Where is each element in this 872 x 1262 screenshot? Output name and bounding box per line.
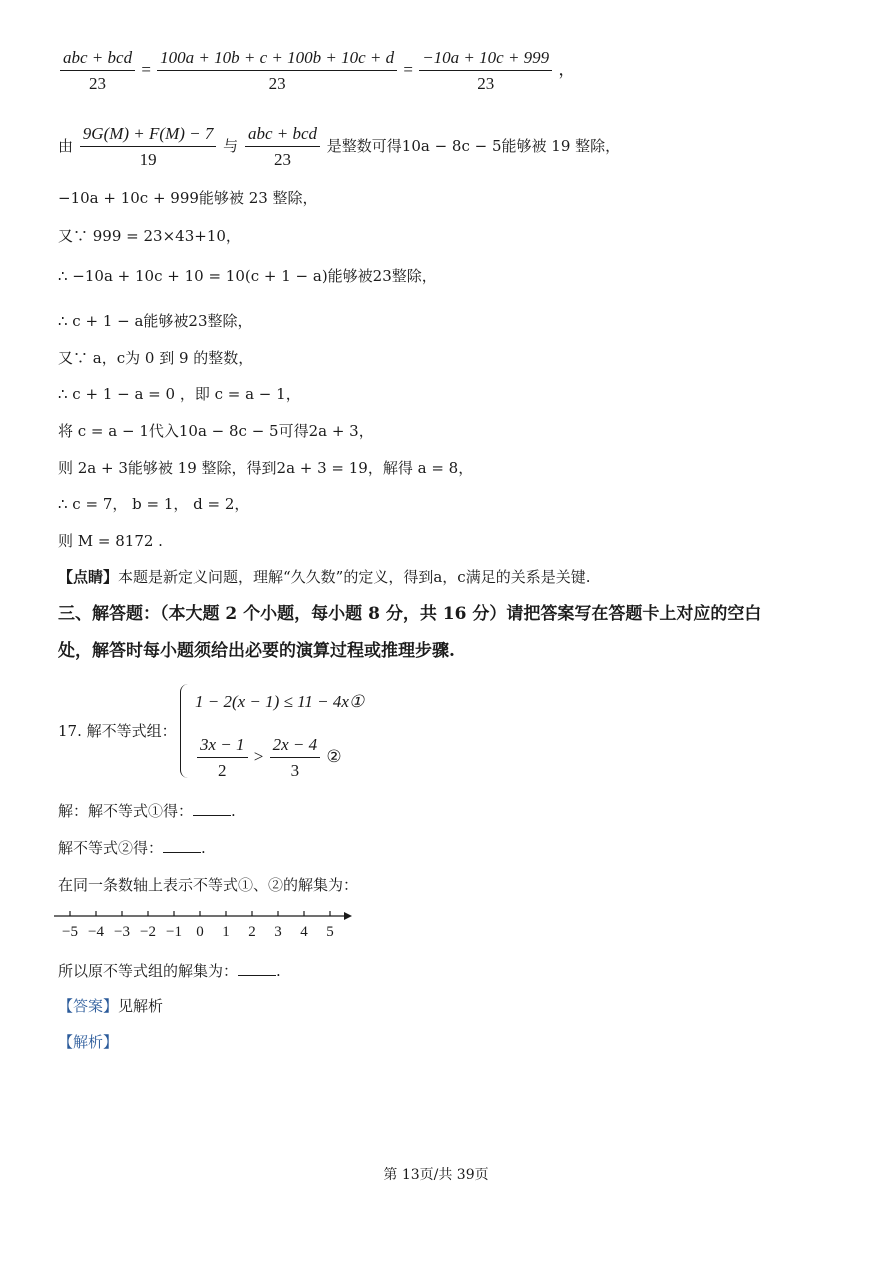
eq2-suffix: 是整数可得10a − 8c − 5能够被 19 整除，: [326, 137, 621, 155]
fraction-abc-numerator: abc + bcd: [245, 124, 320, 147]
fraction-gm-denominator: 19: [139, 150, 157, 169]
greater-than-sign: >: [253, 746, 264, 766]
axis-tick-label: 3: [274, 924, 282, 940]
axis-tick-label: 2: [248, 924, 256, 940]
solution-line: 将 c = a − 1代入10a − 8c − 5可得2a + 3，: [58, 422, 374, 440]
axis-tick-label: −2: [140, 924, 156, 940]
dianjing-text: 本题是新定义问题，理解“久久数”的定义，得到a，c满足的关系是关键.: [118, 568, 591, 586]
solution-line: ∴ c = 7， b = 1， d = 2，: [58, 495, 250, 513]
fraction-ineq-right-numerator: 2x − 4: [270, 735, 321, 758]
step-4-text: 所以原不等式组的解集为：: [58, 962, 239, 980]
step-4: [58, 961, 281, 981]
fraction-mid: [157, 48, 397, 94]
eq2-prefix: 由: [58, 137, 74, 155]
analysis-tag: 【解析】: [58, 1033, 119, 1051]
step-4-end: .: [276, 962, 281, 980]
axis-tick-label: −1: [166, 924, 182, 940]
equals-sign: =: [403, 59, 413, 79]
fraction-abc-denominator: 23: [273, 150, 291, 169]
fraction-gm-numerator: 9G(M) + F(M) − 7: [80, 124, 217, 147]
fraction-lhs-denominator: 23: [89, 74, 107, 93]
number-line: [54, 906, 354, 946]
answer-text: 见解析: [118, 997, 164, 1015]
fraction-abc: [245, 124, 320, 170]
step-1-text: 解：解不等式①得：: [58, 802, 194, 820]
fraction-ineq-left-numerator: 3x − 1: [197, 735, 248, 758]
axis-tick-label: −4: [88, 924, 104, 940]
solution-line: 又∵ a，c为 0 到 9 的整数，: [58, 349, 254, 367]
answer-blank-1[interactable]: [193, 801, 231, 816]
fraction-mid-numerator: 100a + 10b + c + 100b + 10c + d: [157, 48, 397, 71]
step-1-end: .: [231, 802, 236, 820]
solution-line: 又∵ 999 = 23×43+10，: [58, 227, 241, 245]
fraction-lhs-numerator: abc + bcd: [60, 48, 135, 71]
answer-tag: 【答案】: [58, 997, 119, 1015]
fraction-mid-denominator: 23: [268, 74, 286, 93]
fraction-gm: [80, 124, 217, 170]
eq2-mid: 与: [223, 137, 239, 155]
step-2-text: 解不等式②得：: [58, 839, 164, 857]
answer-blank-2[interactable]: [163, 838, 201, 853]
solution-line: ∴ c + 1 − a = 0 ，即 c = a − 1，: [58, 385, 301, 403]
axis-tick-label: 1: [222, 924, 230, 940]
solution-line: 则 2a + 3能够被 19 整除，得到2a + 3 = 19，解得 a = 8，: [58, 459, 474, 477]
axis-tick-label: 4: [300, 924, 308, 940]
dianjing-tag: 【点睛】: [58, 568, 119, 586]
step-1: [58, 801, 236, 821]
equation-divisibility: [58, 124, 620, 170]
inequality-2: [195, 735, 342, 781]
solution-line: −10a + 10c + 999能够被 23 整除，: [58, 189, 318, 207]
section-heading-line1: 三、解答题：（本大题 2 个小题，每小题 8 分，共 16 分）请把答案写在答题卡上对应的空白: [58, 604, 762, 624]
fraction-rhs-numerator: −10a + 10c + 999: [419, 48, 552, 71]
equation-tail: ，: [558, 59, 576, 79]
solution-line: ∴ c + 1 − a能够被23整除，: [58, 312, 253, 330]
solution-line: ∴ −10a + 10c + 10 = 10(c + 1 − a)能够被23整除，: [58, 267, 437, 285]
inequality-1: 1 − 2(x − 1) ≤ 11 − 4x①: [195, 692, 365, 711]
fraction-ineq-left-denominator: 2: [218, 761, 227, 780]
equation-sum-fraction: [58, 48, 575, 94]
step-2-end: .: [201, 839, 206, 857]
fraction-ineq-right: [270, 735, 321, 781]
inequality-brace: [180, 684, 189, 778]
axis-tick-label: −5: [62, 924, 78, 940]
analysis-line: [58, 1032, 118, 1052]
section-heading-line2: 处，解答时每小题须给出必要的演算过程或推理步骤.: [58, 641, 455, 661]
page-footer: 第 13页/共 39页: [383, 1167, 489, 1183]
question-17-label: 17. 解不等式组：: [58, 722, 177, 740]
dianjing-line: [58, 567, 590, 587]
fraction-lhs: [60, 48, 135, 94]
fraction-rhs-denominator: 23: [477, 74, 495, 93]
fraction-ineq-right-denominator: 3: [290, 761, 300, 780]
equals-sign: =: [141, 59, 151, 79]
step-2: [58, 838, 206, 858]
arrow-right-icon: [344, 912, 352, 920]
circled-two-mark: ②: [326, 746, 342, 766]
axis-tick-label: 0: [196, 924, 204, 940]
solution-line: 则 M = 8172 .: [58, 532, 163, 550]
answer-blank-4[interactable]: [238, 961, 276, 976]
answer-line: [58, 996, 163, 1016]
axis-tick-label: 5: [326, 924, 334, 940]
fraction-rhs: [419, 48, 552, 94]
step-3: 在同一条数轴上表示不等式①、②的解集为：: [58, 876, 359, 894]
axis-tick-label: −3: [114, 924, 130, 940]
fraction-ineq-left: [197, 735, 248, 781]
